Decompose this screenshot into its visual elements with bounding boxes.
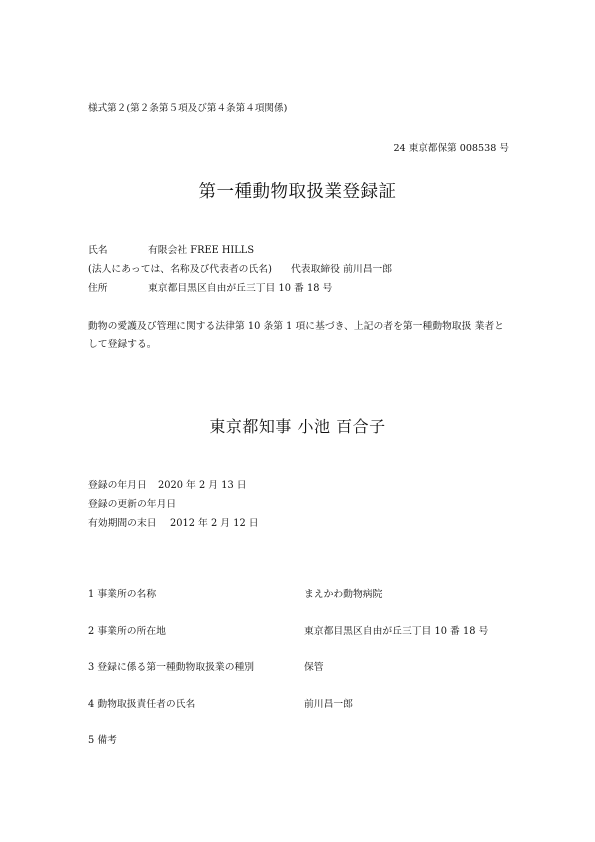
form-note: 様式第２(第２条第５項及び第４条第４項関係) xyxy=(88,103,288,114)
item-value: 東京都目黒区自由が丘三丁目 10 番 18 号 xyxy=(304,626,489,637)
representative-value: 代表取締役 前川昌一郎 xyxy=(291,264,393,275)
name-label: 氏名 xyxy=(88,245,108,256)
governor-signature: 東京都知事 小池 百合子 xyxy=(209,417,386,436)
expiry-date-value: 2012 年 2 月 12 日 xyxy=(170,518,259,529)
name-value: 有限会社 FREE HILLS xyxy=(148,245,255,256)
registration-number: 24 東京都保第 008538 号 xyxy=(393,143,509,154)
item-value: 前川昌一郎 xyxy=(304,699,353,710)
item-label: 5 備考 xyxy=(88,735,117,746)
representative-label: (法人にあっては、名称及び代表者の氏名) xyxy=(88,264,272,275)
registration-statement: 動物の愛護及び管理に関する法律第 10 条第 1 項に基づき、上記の者を第一種動物取扱 業者として登録する。 xyxy=(88,321,504,350)
item-value: まえかわ動物病院 xyxy=(304,589,383,600)
registered-date-value: 2020 年 2 月 13 日 xyxy=(158,480,247,491)
address-label: 住所 xyxy=(88,283,108,294)
renewal-date-label: 登録の更新の年月日 xyxy=(88,499,177,510)
registered-date-label: 登録の年月日 xyxy=(88,480,147,491)
page-title: 第一種動物取扱業登録証 xyxy=(198,182,397,202)
item-label: 1 事業所の名称 xyxy=(88,589,157,600)
item-label: 3 登録に係る第一種動物取扱業の種別 xyxy=(88,662,255,673)
expiry-date-label: 有効期間の末日 xyxy=(88,518,157,529)
item-label: 4 動物取扱責任者の氏名 xyxy=(88,699,196,710)
item-label: 2 事業所の所在地 xyxy=(88,626,166,637)
address-value: 東京都目黒区自由が丘三丁目 10 番 18 号 xyxy=(148,283,333,294)
item-value: 保管 xyxy=(304,662,324,673)
